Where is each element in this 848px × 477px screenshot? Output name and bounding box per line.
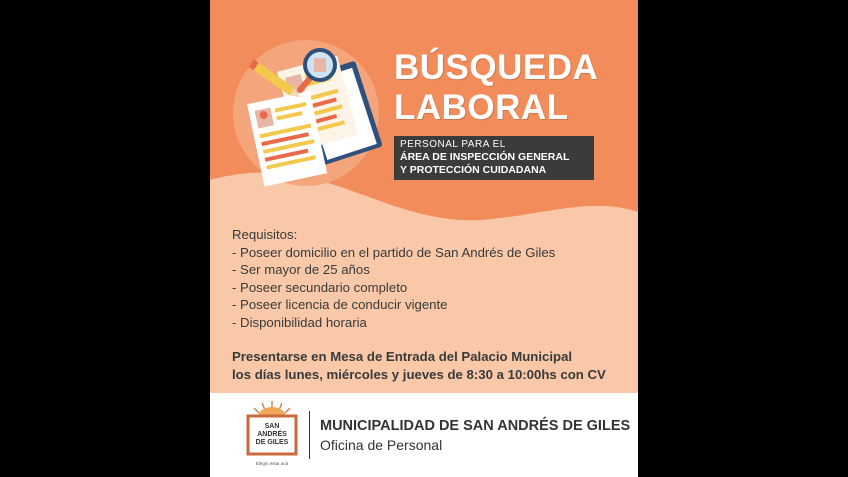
logo-text-line-3: DE GILES bbox=[255, 439, 289, 446]
office-name: Oficina de Personal bbox=[320, 437, 443, 453]
requirement-item: - Poseer secundario completo bbox=[232, 279, 408, 295]
page-title bbox=[394, 48, 598, 128]
requirements-list bbox=[232, 226, 555, 331]
municipality-name: MUNICIPALIDAD DE SAN ANDRÉS DE GILES bbox=[320, 418, 631, 434]
footer-divider bbox=[309, 411, 310, 459]
subtitle-line-2: ÁREA DE INSPECCIÓN GENERAL bbox=[400, 151, 570, 163]
logo-tagline: Elegís estar acá bbox=[255, 461, 289, 466]
instructions-line-1: Presentarse en Mesa de Entrada del Palacio Municipal bbox=[232, 349, 573, 364]
logo-text-line-1: SAN bbox=[264, 423, 280, 430]
municipal-logo bbox=[240, 399, 304, 469]
logo-text-line-2: ANDRÉS bbox=[257, 431, 287, 438]
resume-documents-icon bbox=[230, 38, 390, 188]
job-poster bbox=[210, 0, 638, 477]
requirement-item: - Disponibilidad horaria bbox=[232, 314, 367, 330]
title-line-2: LABORAL bbox=[394, 88, 569, 127]
requirement-item: - Poseer licencia de conducir vigente bbox=[232, 297, 448, 312]
requirement-item: - Ser mayor de 25 años bbox=[232, 262, 370, 277]
instructions bbox=[232, 348, 606, 384]
subtitle-line-1: PERSONAL PARA EL bbox=[400, 139, 506, 150]
subtitle-line-3: Y PROTECCIÓN CUIDADANA bbox=[400, 164, 547, 176]
subtitle-box bbox=[394, 136, 594, 180]
requirement-item: - Poseer domicilio en el partido de San Andrés de Giles bbox=[232, 244, 556, 260]
instructions-line-2: los días lunes, miércoles y jueves de 8:30 a 10:00hs con CV bbox=[232, 367, 606, 382]
footer bbox=[210, 393, 638, 477]
title-line-1: BÚSQUEDA bbox=[394, 48, 599, 87]
requirements-heading: Requisitos: bbox=[232, 227, 298, 242]
